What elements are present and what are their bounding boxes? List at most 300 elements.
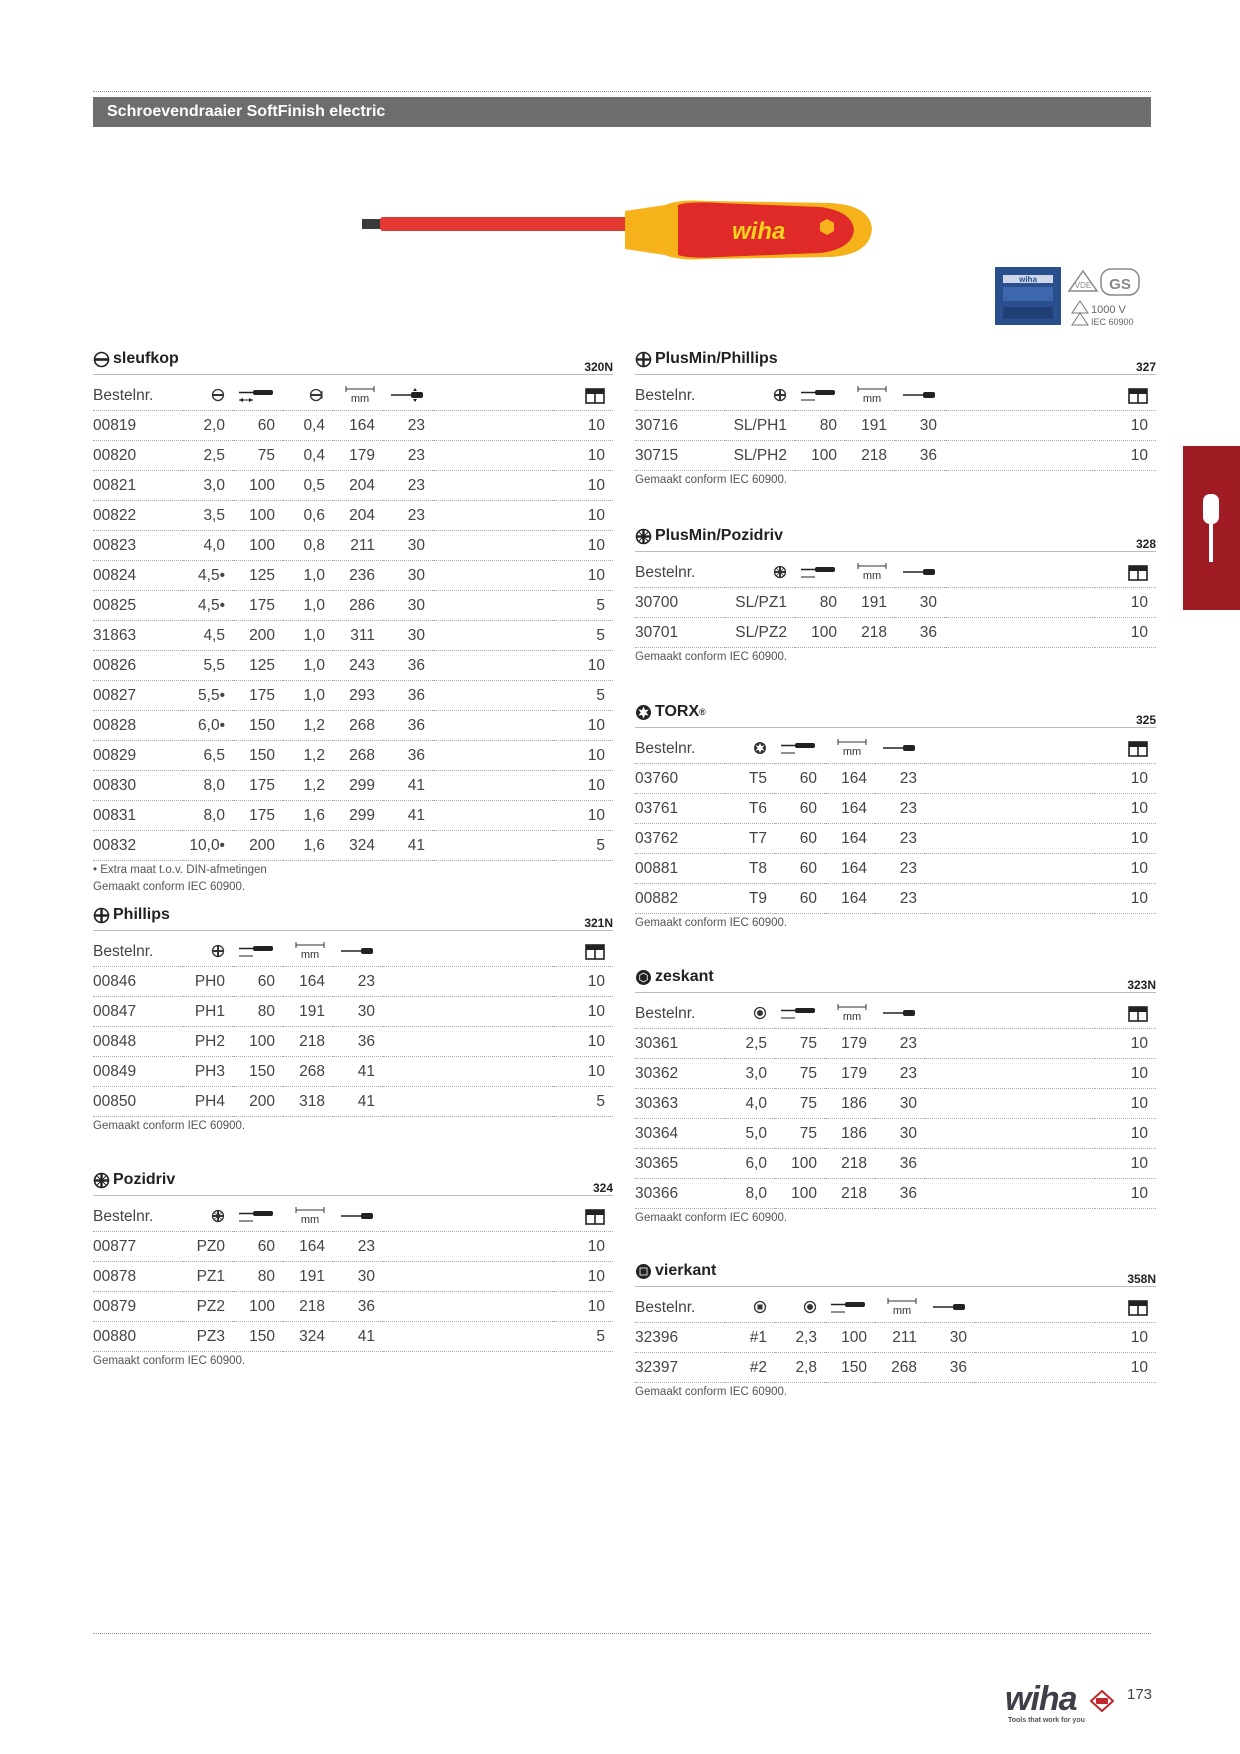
table-cell: 30363 (635, 1089, 725, 1119)
column-header (725, 734, 775, 764)
table-cell: 6,0• (183, 711, 233, 741)
table-cell: 75 (775, 1089, 825, 1119)
torx-icon (753, 741, 767, 755)
table-cell: T7 (725, 824, 775, 854)
table-cell: 1,2 (283, 771, 333, 801)
table-row (635, 824, 1156, 854)
column-header (725, 1293, 775, 1323)
table-cell: 299 (333, 801, 383, 831)
table-cell: 03761 (635, 794, 725, 824)
thickness-icon (309, 388, 325, 402)
table-cell: PZ2 (183, 1292, 233, 1322)
table-row (93, 501, 613, 531)
column-header: Bestelnr. (635, 381, 725, 411)
table-cell: 30364 (635, 1119, 725, 1149)
section-header (635, 703, 1156, 728)
table-cell: 175 (233, 801, 283, 831)
column-header (183, 937, 233, 967)
table-cell: 0,4 (283, 411, 333, 441)
table-cell: 179 (333, 441, 383, 471)
svg-text:mm: mm (842, 746, 862, 758)
table-cell: 23 (383, 471, 433, 501)
box-icon (1128, 739, 1148, 757)
table-cell: 10 (1095, 794, 1156, 824)
table-cell: PH4 (183, 1087, 233, 1117)
table-cell: PH3 (183, 1057, 233, 1087)
table-cell: 1,6 (283, 831, 333, 861)
box-icon (1128, 1298, 1148, 1316)
table-cell: 191 (283, 1262, 333, 1292)
table-cell (925, 764, 1095, 794)
column-header (1095, 734, 1156, 764)
section-code: 328 (1135, 537, 1156, 551)
table-cell: 10 (553, 711, 613, 741)
table-cell: 100 (233, 501, 283, 531)
column-header (945, 558, 1095, 588)
table-cell: 41 (383, 801, 433, 831)
table-cell (925, 1089, 1095, 1119)
table-row (93, 411, 613, 441)
table-cell: 30 (333, 1262, 383, 1292)
table-cell: 30 (875, 1089, 925, 1119)
column-header (775, 734, 825, 764)
table-cell: SL/PH1 (725, 411, 795, 441)
table-cell (383, 1292, 553, 1322)
table-cell: 03760 (635, 764, 725, 794)
table-cell: 164 (825, 794, 875, 824)
table-cell: 200 (233, 621, 283, 651)
column-header (233, 937, 283, 967)
table-header (93, 937, 613, 967)
footnote: Gemaakt conform IEC 60900. (93, 1355, 246, 1367)
table-cell: 211 (875, 1323, 925, 1353)
table-row (93, 771, 613, 801)
section-pozidriv (93, 1171, 613, 1369)
product-brand: wiha (732, 218, 786, 245)
total-length-icon (857, 386, 887, 404)
table-cell: 2,3 (775, 1323, 825, 1353)
table-row (635, 854, 1156, 884)
phillips-table (93, 937, 613, 1117)
table-cell: 186 (825, 1089, 875, 1119)
table-cell: PZ1 (183, 1262, 233, 1292)
table-cell: PH0 (183, 967, 233, 997)
table-cell: 186 (825, 1119, 875, 1149)
table-cell: 150 (233, 741, 283, 771)
section-header (635, 350, 1156, 375)
table-cell: 10 (1095, 1089, 1156, 1119)
table-cell: 164 (825, 884, 875, 914)
table-cell: 30715 (635, 441, 725, 471)
table-cell: 0,4 (283, 441, 333, 471)
table-cell: 30701 (635, 618, 725, 648)
table-row (93, 621, 613, 651)
table-cell: 41 (383, 771, 433, 801)
table-cell: 30366 (635, 1179, 725, 1209)
table-cell: 10 (1095, 824, 1156, 854)
table-header (635, 381, 1156, 411)
hex-icon (803, 1300, 817, 1314)
blade-width-icon (341, 944, 375, 958)
table-cell: 00832 (93, 831, 183, 861)
table-cell: 10 (553, 741, 613, 771)
table-cell: 4,5 (183, 621, 233, 651)
table-cell: 36 (383, 651, 433, 681)
column-header (775, 1293, 825, 1323)
page-title: Schroevendraaier SoftFinish electric (93, 97, 1151, 127)
table-cell: 204 (333, 501, 383, 531)
section-plusmin-phillips (635, 350, 1156, 488)
table-row (93, 831, 613, 861)
column-header (875, 734, 925, 764)
section-title: zeskant (635, 968, 714, 986)
blade-length-icon (781, 1005, 817, 1021)
table-cell (433, 831, 553, 861)
table-cell: 10 (1095, 884, 1156, 914)
table-cell: 30 (333, 997, 383, 1027)
footnote: Gemaakt conform IEC 60900. (635, 474, 788, 486)
table-cell: 179 (825, 1029, 875, 1059)
table-header (635, 558, 1156, 588)
blade-length-icon (239, 1208, 275, 1224)
table-cell (433, 651, 553, 681)
table-cell: 100 (825, 1323, 875, 1353)
table-cell: PH1 (183, 997, 233, 1027)
column-header (825, 999, 875, 1029)
table-cell: 36 (383, 741, 433, 771)
blade-width-icon (391, 388, 425, 402)
table-cell: 10 (1095, 588, 1156, 618)
table-row (93, 561, 613, 591)
section-code: 324 (592, 1181, 613, 1195)
column-header (825, 1293, 875, 1323)
table-row (635, 588, 1156, 618)
table-cell (433, 561, 553, 591)
column-header (1095, 381, 1156, 411)
blade-length-icon (239, 943, 275, 959)
hex-icon (635, 969, 652, 986)
plusmin-pozidriv-icon (635, 528, 652, 545)
column-header (875, 999, 925, 1029)
certification-badges (995, 265, 1155, 331)
column-header (283, 381, 333, 411)
square-icon (753, 1300, 767, 1314)
table-cell: 31863 (93, 621, 183, 651)
table-cell: 10 (1095, 441, 1156, 471)
table-header (93, 1202, 613, 1232)
table-cell: 23 (875, 1059, 925, 1089)
table-cell: 5 (553, 681, 613, 711)
table-cell: 80 (795, 411, 845, 441)
table-cell: 324 (283, 1322, 333, 1352)
table-cell: 218 (825, 1149, 875, 1179)
table-cell: 125 (233, 651, 283, 681)
table-cell: 4,0 (725, 1089, 775, 1119)
table-cell (433, 471, 553, 501)
table-row (93, 997, 613, 1027)
column-header (1095, 999, 1156, 1029)
column-header (383, 937, 553, 967)
table-cell: T5 (725, 764, 775, 794)
blade-length-icon (239, 387, 275, 403)
table-cell (433, 681, 553, 711)
box-icon (585, 942, 605, 960)
table-cell: 10 (553, 1262, 613, 1292)
section-torx (635, 703, 1156, 931)
column-header: Bestelnr. (635, 558, 725, 588)
table-row (93, 1322, 613, 1352)
table-cell: 41 (333, 1322, 383, 1352)
column-header (553, 1202, 613, 1232)
table-cell: 175 (233, 591, 283, 621)
table-cell: 0,5 (283, 471, 333, 501)
table-cell: 1,0 (283, 681, 333, 711)
table-cell: 10 (553, 1292, 613, 1322)
column-header (725, 558, 795, 588)
table-row (93, 1232, 613, 1262)
table-cell (383, 1057, 553, 1087)
table-row (93, 531, 613, 561)
column-header (895, 381, 945, 411)
table-cell: 200 (233, 1087, 283, 1117)
table-cell: 4,0 (183, 531, 233, 561)
table-cell: 218 (283, 1027, 333, 1057)
table-cell (433, 621, 553, 651)
table-cell (433, 441, 553, 471)
table-cell: 100 (775, 1149, 825, 1179)
column-header (333, 937, 383, 967)
column-header (233, 1202, 283, 1232)
table-cell: 204 (333, 471, 383, 501)
table-cell: 36 (895, 618, 945, 648)
section-header (635, 968, 1156, 993)
total-length-icon (837, 739, 867, 757)
section-title: Phillips (93, 906, 170, 924)
table-cell: 164 (825, 824, 875, 854)
table-cell: 00881 (635, 854, 725, 884)
table-cell: 00831 (93, 801, 183, 831)
table-cell: 164 (333, 411, 383, 441)
table-cell: 10 (553, 967, 613, 997)
table-cell: 150 (233, 711, 283, 741)
section-code: 325 (1135, 713, 1156, 727)
sleufkop-table (93, 381, 613, 861)
table-cell: 10 (1095, 1323, 1156, 1353)
table-cell: 100 (233, 471, 283, 501)
table-cell (925, 854, 1095, 884)
table-cell: 00827 (93, 681, 183, 711)
table-cell: 30361 (635, 1029, 725, 1059)
table-cell: 2,5 (725, 1029, 775, 1059)
section-zeskant (635, 968, 1156, 1226)
section-title: sleufkop (93, 350, 179, 368)
table-cell: 00824 (93, 561, 183, 591)
table-cell (383, 1027, 553, 1057)
table-cell: 75 (775, 1029, 825, 1059)
column-header (383, 381, 433, 411)
table-cell (925, 1029, 1095, 1059)
table-cell: 324 (333, 831, 383, 861)
voltage-rating: 1000 V (1091, 304, 1126, 316)
table-cell: T6 (725, 794, 775, 824)
table-cell: 00850 (93, 1087, 183, 1117)
table-cell: SL/PZ1 (725, 588, 795, 618)
table-row (635, 618, 1156, 648)
column-header (795, 558, 845, 588)
table-header (635, 1293, 1156, 1323)
box-icon (585, 1207, 605, 1225)
column-header (333, 381, 383, 411)
total-length-icon (295, 942, 325, 960)
table-cell: 10 (553, 411, 613, 441)
blade-width-icon (883, 1006, 917, 1020)
section-title: TORX ® (635, 703, 706, 721)
table-cell: 0,6 (283, 501, 333, 531)
column-header (925, 1293, 975, 1323)
table-cell: 60 (775, 824, 825, 854)
table-cell: 00821 (93, 471, 183, 501)
brand-tagline: Tools that work for you (1008, 1717, 1085, 1724)
table-cell: 30 (875, 1119, 925, 1149)
table-cell: 00828 (93, 711, 183, 741)
table-cell (925, 1179, 1095, 1209)
footnote: • Extra maat t.o.v. DIN-afmetingen (93, 864, 267, 876)
column-header (183, 1202, 233, 1232)
column-header: Bestelnr. (93, 1202, 183, 1232)
table-cell: 10 (1095, 411, 1156, 441)
table-cell: 00882 (635, 884, 725, 914)
torx-icon (635, 704, 652, 721)
table-cell: 10 (1095, 1353, 1156, 1383)
footnote: Gemaakt conform IEC 60900. (635, 917, 788, 929)
table-cell: 100 (233, 1027, 283, 1057)
top-divider (93, 91, 1151, 92)
zeskant-table (635, 999, 1156, 1209)
table-cell: 10 (553, 1057, 613, 1087)
table-cell: 10 (1095, 1119, 1156, 1149)
table-cell: 36 (895, 441, 945, 471)
table-cell: 100 (775, 1179, 825, 1209)
column-header (333, 1202, 383, 1232)
table-cell: 36 (875, 1149, 925, 1179)
table-cell (433, 411, 553, 441)
table-cell (945, 618, 1095, 648)
table-row (93, 441, 613, 471)
plusmin-pozidriv-table (635, 558, 1156, 648)
pozidriv-icon (773, 565, 787, 579)
blade-length-icon (781, 740, 817, 756)
column-header (725, 381, 795, 411)
table-cell: 10,0• (183, 831, 233, 861)
table-row (93, 1057, 613, 1087)
table-cell: 10 (1095, 854, 1156, 884)
total-length-icon (857, 563, 887, 581)
table-cell: 23 (333, 1232, 383, 1262)
table-cell (433, 771, 553, 801)
table-cell: 80 (233, 997, 283, 1027)
table-cell: 23 (875, 824, 925, 854)
box-icon (1128, 1004, 1148, 1022)
table-cell: 1,0 (283, 621, 333, 651)
section-plusmin-pozidriv (635, 527, 1156, 665)
table-header (93, 381, 613, 411)
table-cell (433, 801, 553, 831)
table-cell: SL/PZ2 (725, 618, 795, 648)
column-header (845, 558, 895, 588)
table-cell (925, 1119, 1095, 1149)
svg-text:mm: mm (862, 393, 882, 405)
table-cell: 164 (283, 1232, 333, 1262)
table-row (635, 1149, 1156, 1179)
table-cell: 30 (895, 588, 945, 618)
table-cell: 8,0 (725, 1179, 775, 1209)
screwdriver-icon (1200, 494, 1222, 562)
table-cell: 179 (825, 1059, 875, 1089)
table-cell: 80 (233, 1262, 283, 1292)
table-cell: 36 (925, 1353, 975, 1383)
table-cell: 125 (233, 561, 283, 591)
column-header (775, 999, 825, 1029)
table-cell: 30716 (635, 411, 725, 441)
column-header (1095, 1293, 1156, 1323)
table-cell: 23 (333, 967, 383, 997)
table-cell: 23 (875, 794, 925, 824)
table-row (93, 471, 613, 501)
footnote: Gemaakt conform IEC 60900. (93, 881, 246, 893)
table-cell: 75 (775, 1119, 825, 1149)
table-row (93, 1027, 613, 1057)
section-code: 321N (584, 916, 613, 930)
table-cell: 164 (825, 854, 875, 884)
table-row (93, 1087, 613, 1117)
table-cell: 10 (553, 997, 613, 1027)
table-cell: 00822 (93, 501, 183, 531)
plusmin-icon (773, 388, 787, 402)
svg-text:mm: mm (300, 949, 320, 961)
table-cell: 0,8 (283, 531, 333, 561)
table-row (635, 1089, 1156, 1119)
plusmin-phillips-table (635, 381, 1156, 471)
blade-width-icon (933, 1300, 967, 1314)
table-cell: 318 (283, 1087, 333, 1117)
table-cell: 218 (283, 1292, 333, 1322)
table-cell: 5 (553, 1087, 613, 1117)
table-cell: 6,0 (725, 1149, 775, 1179)
table-cell: 32397 (635, 1353, 725, 1383)
table-cell: 00878 (93, 1262, 183, 1292)
blade-length-icon (801, 564, 837, 580)
table-cell: 5 (553, 1322, 613, 1352)
table-cell: 00846 (93, 967, 183, 997)
table-row (93, 651, 613, 681)
svg-text:mm: mm (842, 1011, 862, 1023)
table-row (635, 1059, 1156, 1089)
column-header (1095, 558, 1156, 588)
table-cell: 36 (875, 1179, 925, 1209)
table-cell: 100 (795, 441, 845, 471)
table-cell: 150 (233, 1322, 283, 1352)
table-row (93, 801, 613, 831)
total-length-icon (837, 1004, 867, 1022)
column-header: Bestelnr. (93, 937, 183, 967)
table-row (635, 794, 1156, 824)
column-header (183, 381, 233, 411)
table-cell: 150 (233, 1057, 283, 1087)
table-cell: 1,6 (283, 801, 333, 831)
table-cell: 10 (553, 441, 613, 471)
table-cell: 00830 (93, 771, 183, 801)
table-cell: 75 (233, 441, 283, 471)
